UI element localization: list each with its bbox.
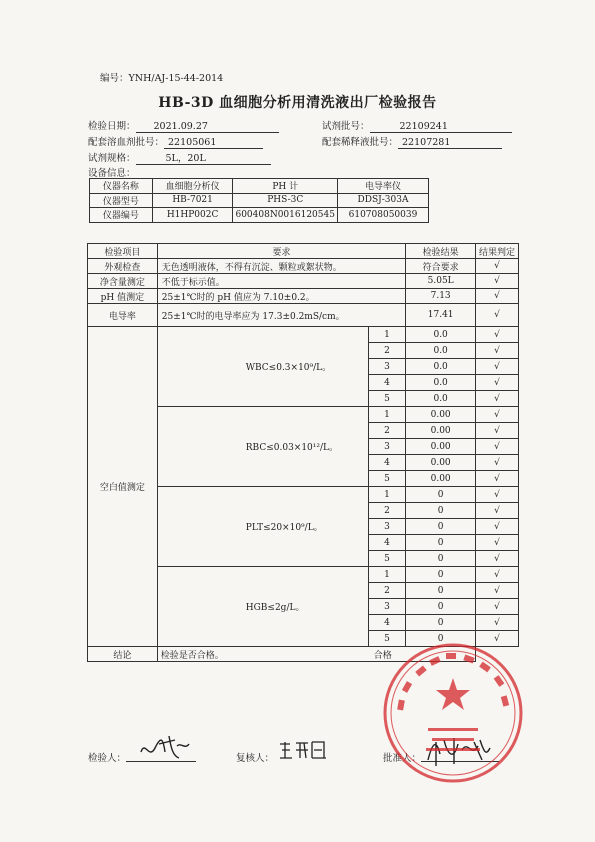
requirement-text: 无色透明液体，不得有沉淀、颗粒或絮状物。	[157, 259, 406, 274]
lot-label: 试剂批号：	[322, 121, 370, 132]
equipment-cell: 电导率仪	[337, 179, 428, 194]
measurement-value: 0	[406, 615, 476, 631]
measurement-value: 0	[406, 583, 476, 599]
measurement-value: 0.0	[406, 359, 476, 375]
results-row	[88, 304, 519, 327]
measurement-number: 5	[368, 391, 406, 407]
blank-requirement: HGB≤2g/L。	[157, 567, 368, 647]
conclusion-result: 合格	[373, 650, 392, 661]
measurement-value: 0.0	[406, 327, 476, 343]
lot-value: 22109241	[370, 121, 512, 133]
inspect-date-row	[88, 118, 279, 133]
results-row	[88, 289, 519, 304]
measurement-number: 4	[368, 375, 406, 391]
spec-label: 试剂规格：	[88, 153, 136, 164]
measurement-value: 0	[406, 487, 476, 503]
measurement-judgement: √	[475, 631, 518, 647]
lot-row	[322, 118, 512, 133]
test-result: 17.41	[406, 304, 476, 327]
measurement-value: 0.00	[406, 471, 476, 487]
header-item: 检验项目	[88, 244, 158, 259]
conclusion-label: 结论	[88, 647, 158, 662]
hemolytic-lot-row	[88, 134, 263, 149]
measurement-number: 4	[368, 455, 406, 471]
measurement-judgement: √	[475, 391, 518, 407]
measurement-value: 0.0	[406, 343, 476, 359]
measurement-value: 0	[406, 599, 476, 615]
measurement-number: 3	[368, 519, 406, 535]
blank-requirement: PLT≤20×10⁹/L。	[157, 487, 368, 567]
test-item: 电导率	[88, 304, 158, 327]
test-result: 7.13	[406, 289, 476, 304]
measurement-number: 3	[368, 359, 406, 375]
test-result: 符合要求	[406, 259, 476, 274]
measurement-value: 0	[406, 631, 476, 647]
measurement-judgement: √	[475, 359, 518, 375]
requirement-text: 25±1℃时的 pH 值应为 7.10±0.2。	[157, 289, 406, 304]
report-title: HB-3D 血细胞分析用清洗液出厂检验报告	[158, 95, 437, 111]
measurement-value: 0.0	[406, 375, 476, 391]
inspect-date-label: 检验日期：	[88, 121, 136, 132]
equipment-label: 设备信息：	[88, 168, 136, 179]
diluent-lot-value: 22107281	[398, 137, 502, 149]
measurement-number: 3	[368, 439, 406, 455]
measurement-value: 0	[406, 535, 476, 551]
requirement-text: 25±1℃时的电导率应为 17.3±0.2mS/cm。	[157, 304, 406, 327]
measurement-judgement: √	[475, 599, 518, 615]
measurement-judgement: √	[475, 567, 518, 583]
measurement-value: 0	[406, 567, 476, 583]
blank-test-item: 空白值测定	[88, 327, 158, 647]
header-requirement: 要求	[157, 244, 406, 259]
inspector-signature	[135, 730, 195, 766]
measurement-judgement: √	[475, 439, 518, 455]
blank-requirement: RBC≤0.03×10¹²/L。	[157, 407, 368, 487]
measurement-judgement: √	[475, 583, 518, 599]
document-number: 编号：YNH/AJ-15-44-2014	[100, 73, 224, 84]
header-judgement: 结果判定	[475, 244, 518, 259]
results-header-row	[88, 244, 519, 259]
measurement-number: 2	[368, 423, 406, 439]
measurement-number: 1	[368, 327, 406, 343]
diluent-lot-row	[322, 134, 502, 149]
equipment-row	[90, 179, 429, 194]
measurement-value: 0	[406, 551, 476, 567]
measurement-value: 0.0	[406, 391, 476, 407]
equipment-row	[90, 193, 429, 208]
test-item: 净含量测定	[88, 274, 158, 289]
measurement-number: 4	[368, 615, 406, 631]
equipment-cell: DDSJ-303A	[337, 193, 428, 208]
equipment-table	[89, 178, 429, 223]
measurement-number: 1	[368, 487, 406, 503]
equipment-cell: PH 计	[233, 179, 338, 194]
measurement-value: 0.00	[406, 439, 476, 455]
equipment-row	[90, 208, 429, 223]
judgement-check: √	[475, 289, 518, 304]
measurement-judgement: √	[475, 503, 518, 519]
blank-requirement: WBC≤0.3×10⁹/L。	[157, 327, 368, 407]
equipment-cell: 610708050039	[337, 208, 428, 223]
diluent-lot-label: 配套稀释液批号：	[322, 137, 399, 148]
measurement-judgement: √	[475, 407, 518, 423]
measurement-number: 5	[368, 551, 406, 567]
test-result: 5.05L	[406, 274, 476, 289]
hemolytic-lot-label: 配套溶血剂批号：	[88, 137, 165, 148]
requirement-text: 不低于标示值。	[157, 274, 406, 289]
results-table	[87, 243, 519, 662]
test-item: 外观检查	[88, 259, 158, 274]
hemolytic-lot-value: 22105061	[164, 137, 263, 149]
equipment-cell: PHS-3C	[233, 193, 338, 208]
approver-label: 批准人：	[383, 753, 422, 764]
spec-row	[88, 150, 271, 165]
conclusion-question: 检验是否合格。	[160, 650, 224, 661]
judgement-check: √	[475, 259, 518, 274]
measurement-judgement: √	[475, 343, 518, 359]
measurement-value: 0.00	[406, 423, 476, 439]
spec-value: 5L，20L	[136, 153, 271, 165]
judgement-check: √	[475, 304, 518, 327]
measurement-judgement: √	[475, 615, 518, 631]
blank-value-row	[88, 327, 519, 343]
equipment-cell: H1HP002C	[152, 208, 233, 223]
measurement-number: 5	[368, 471, 406, 487]
header-result: 检验结果	[406, 244, 476, 259]
measurement-number: 2	[368, 343, 406, 359]
measurement-value: 0.00	[406, 455, 476, 471]
company-seal-stamp	[378, 638, 528, 788]
reviewer-signature	[276, 738, 336, 762]
equipment-row-label: 仪器名称	[90, 179, 153, 194]
measurement-judgement: √	[475, 471, 518, 487]
equipment-row-label: 仪器型号	[90, 193, 153, 208]
measurement-judgement: √	[475, 535, 518, 551]
measurement-value: 0.00	[406, 407, 476, 423]
results-row	[88, 274, 519, 289]
equipment-row-label: 仪器编号	[90, 208, 153, 223]
measurement-judgement: √	[475, 327, 518, 343]
measurement-number: 1	[368, 407, 406, 423]
inspector-label: 检验人：	[88, 753, 127, 764]
measurement-number: 5	[368, 631, 406, 647]
measurement-number: 2	[368, 503, 406, 519]
measurement-number: 1	[368, 567, 406, 583]
results-row	[88, 259, 519, 274]
measurement-judgement: √	[475, 551, 518, 567]
reviewer-label: 复核人：	[236, 753, 275, 764]
measurement-judgement: √	[475, 519, 518, 535]
measurement-judgement: √	[475, 423, 518, 439]
judgement-check: √	[475, 274, 518, 289]
measurement-number: 2	[368, 583, 406, 599]
measurement-judgement: √	[475, 375, 518, 391]
measurement-value: 0	[406, 519, 476, 535]
measurement-judgement: √	[475, 455, 518, 471]
measurement-number: 3	[368, 599, 406, 615]
measurement-value: 0	[406, 503, 476, 519]
measurement-judgement: √	[475, 487, 518, 503]
test-item: pH 值测定	[88, 289, 158, 304]
inspect-date-value: 2021.09.27	[136, 121, 279, 133]
equipment-cell: HB-7021	[152, 193, 233, 208]
equipment-cell: 600408N0016120545	[233, 208, 338, 223]
equipment-cell: 血细胞分析仪	[152, 179, 233, 194]
measurement-number: 4	[368, 535, 406, 551]
